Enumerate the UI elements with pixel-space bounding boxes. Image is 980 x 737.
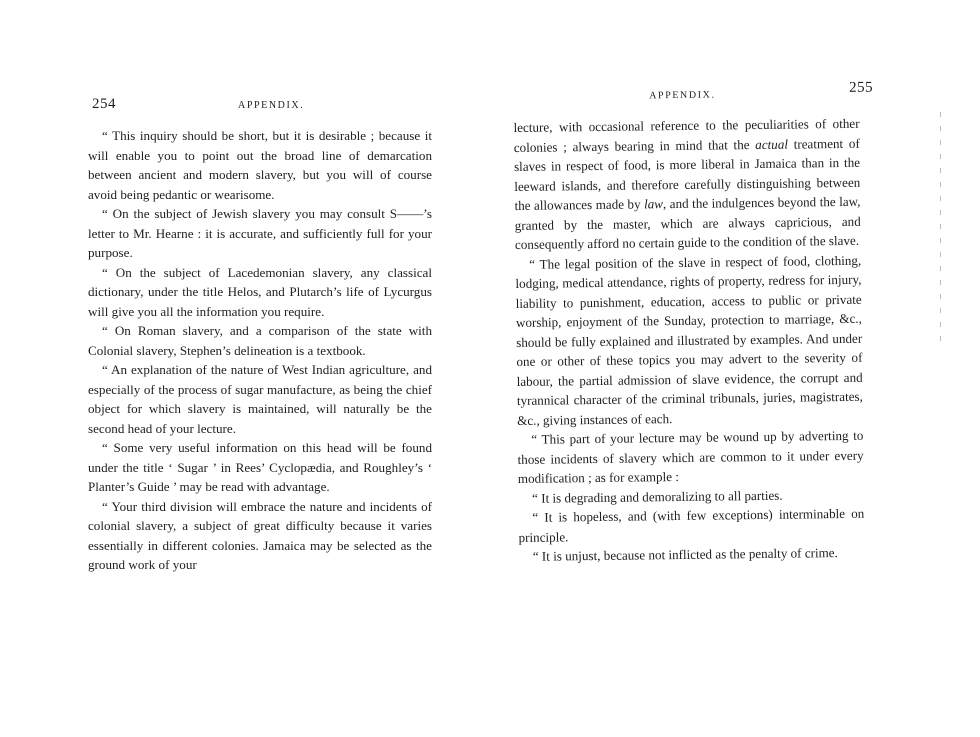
right-paragraph-3: “ This part of your lecture may be wound up by adverting to those incidents of slavery which are common to it under every modification ; as for example :	[517, 427, 864, 486]
right-page-body	[513, 114, 864, 567]
right-paragraph-6: “ It is unjust, because not inflicted as the penalty of crime.	[532, 545, 838, 564]
right-page-header	[513, 79, 874, 110]
right-page-number: 255	[849, 79, 874, 96]
left-paragraph-7: “ Your third division will embrace the nature and incidents of colonial slavery, a subject of great difficulty because it varies essentially in different colonies. Jamaica may be selected as the ground work of your	[88, 498, 432, 572]
right-paragraph-continued	[513, 114, 861, 255]
right-p1-text-b: treatment of slaves in respect of food, is more liberal in Jamaica than in the leeward islands, and therefore carefully distinguishing between the allowances made by	[513, 135, 861, 213]
left-page-number: 254	[92, 96, 116, 112]
right-paragraph-5: “ It is hopeless, and (with few exceptions) interminable on principle.	[518, 505, 865, 545]
right-p1-emphasis-law: law	[643, 196, 664, 212]
left-paragraph-6: “ Some very useful information on this head will be found under the title ‘ Sugar ’ in Rees’ Cyclopædia, and Roughley’s ‘ Planter’s Guide ’ may be read with advantage.	[88, 440, 432, 494]
left-page-body	[88, 126, 432, 575]
left-paragraph-4: “ On Roman slavery, and a comparison of the state with Colonial slavery, Stephen’s delineation is a textbook.	[88, 323, 432, 358]
right-running-head: APPENDIX.	[649, 89, 716, 102]
scan-edge-mark	[940, 112, 941, 342]
right-p1-text-a: lecture, with occasional reference to the peculiarities of other colonies ; always bearing in mind that the	[513, 115, 860, 155]
left-running-head: APPENDIX.	[238, 100, 305, 111]
right-p1-emphasis-actual: actual	[755, 136, 789, 152]
left-paragraph-3: “ On the subject of Lacedemonian slavery, any classical dictionary, under the title Helos, and Plutarch’s life of Lycurgus will give you all the information you require.	[88, 264, 432, 319]
left-paragraph-5: “ An explanation of the nature of West Indian agriculture, and especially of the process of sugar manufacture, as being the chief object for which slavery is maintained, will naturally be the second head of your lecture.	[88, 362, 432, 436]
left-page-header	[88, 96, 438, 116]
left-paragraph-2: “ On the subject of Jewish slavery you may consult S——’s letter to Mr. Hearne : it is accurate, and sufficiently full for your purpose.	[88, 206, 432, 260]
left-paragraph-1: “ This inquiry should be short, but it is desirable ; because it will enable you to point out the broad line of demarcation between ancient and modern slavery, but you will of course avoid being pedantic or wearisome.	[88, 128, 432, 202]
right-p1-text-c: , and the indulgences beyond the law, granted by the master, which are always capricious, and consequently afford no certain guide to the condition of the slave.	[514, 193, 861, 252]
right-paragraph-4: “ It is degrading and demoralizing to all parties.	[531, 487, 783, 506]
right-paragraph-2: “ The legal position of the slave in respect of food, clothing, lodging, medical attendance, rights of property, redress for injury, liability to punishment, education, access to public or private worship, enjoyment of the Sunday, protection to marriage, &c., should be fully explained and illustrated by examples. And under one or other of these topics you may advert to the severity of labour, the partial admission of slave evidence, the corrupt and tyrannical character of the criminal tribunals, juries, magistrates, &c., giving instances of each.	[515, 252, 863, 428]
